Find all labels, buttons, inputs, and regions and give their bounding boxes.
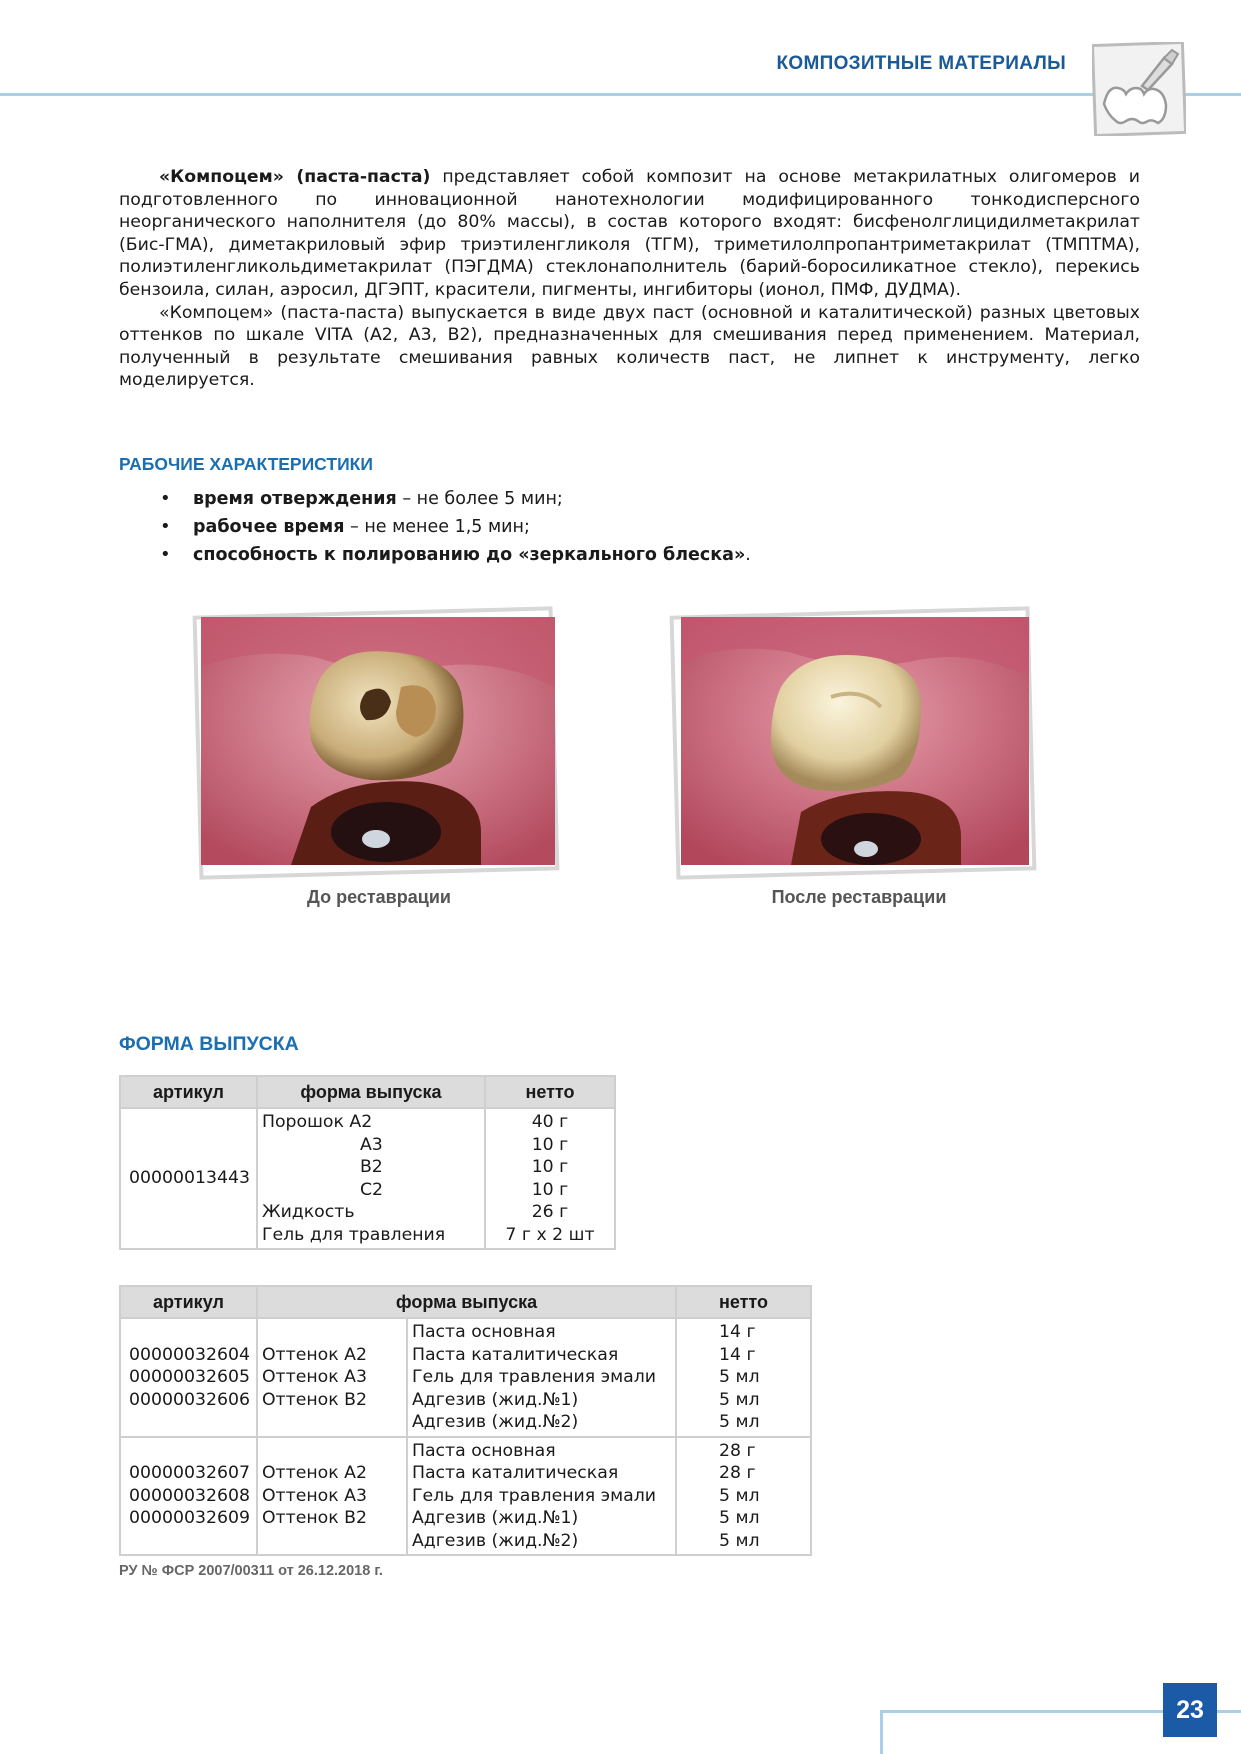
shade-cell (257, 1318, 407, 1437)
form-cell (257, 1108, 485, 1249)
table-header: артикул (120, 1076, 257, 1108)
registration-number: РУ № ФСР 2007/00311 от 26.12.2018 г. (119, 1563, 383, 1579)
component-item: Паста основная (411, 1322, 556, 1342)
feature-value: . (745, 545, 751, 565)
article-item: 00000032605 (129, 1367, 250, 1387)
table-header: нетто (676, 1286, 811, 1318)
feature-label: рабочее время (193, 517, 345, 537)
component-item: Паста каталитическая (411, 1344, 619, 1365)
table-header: форма выпуска (257, 1286, 676, 1318)
component-item: Гель для травления эмали (411, 1367, 657, 1387)
header-rule (0, 93, 1241, 96)
netto-cell (676, 1318, 811, 1437)
netto-item: 14 г (719, 1344, 756, 1365)
release-table-2 (119, 1285, 812, 1556)
list-item (160, 541, 751, 569)
netto-item: 7 г х 2 шт (505, 1224, 595, 1245)
component-item: Гель для травления эмали (411, 1485, 657, 1506)
article-cell: 00000013443 (120, 1108, 257, 1249)
component-item: Адгезив (жид.№2) (411, 1530, 579, 1551)
product-name: «Компоцем» (паста-паста) (159, 167, 431, 187)
article-cell (120, 1318, 257, 1437)
teeth-syringe-icon (1092, 42, 1186, 136)
form-item: B2 (359, 1157, 383, 1177)
table-row (120, 1108, 615, 1249)
feature-label: время отверждения (193, 489, 397, 509)
after-restoration-photo (681, 617, 1035, 865)
list-item (160, 513, 751, 541)
netto-item: 10 г (531, 1179, 569, 1200)
form-item: Жидкость (261, 1202, 355, 1222)
netto-item: 5 мл (719, 1508, 760, 1528)
netto-cell (676, 1437, 811, 1556)
shade-item: Оттенок A3 (261, 1367, 367, 1387)
component-item: Паста основная (411, 1440, 556, 1461)
release-description: «Компоцем» (паста-паста) выпускается в виде двух паст (основной и каталитической) разных цветовых оттенков по шкале VITA (A2, A3, B2), предназначенных для смешивания перед применением. Материал, полученный в результате смешивания равных количеств паст, не липнет к инструменту, легко моделируется. (119, 302, 1140, 391)
section-header-title: КОМПОЗИТНЫЕ МАТЕРИАЛЫ (776, 53, 1066, 74)
form-item: Порошок A2 (261, 1112, 373, 1132)
feature-value: – не более 5 мин; (396, 489, 563, 509)
table-header: форма выпуска (257, 1076, 485, 1108)
table-row (120, 1318, 811, 1437)
netto-item: 5 мл (719, 1412, 760, 1432)
features-title: РАБОЧИЕ ХАРАКТЕРИСТИКИ (119, 454, 373, 474)
netto-item: 5 мл (719, 1367, 760, 1387)
table-row (120, 1437, 811, 1556)
before-caption: До реставрации (307, 887, 451, 907)
component-item: Паста каталитическая (411, 1463, 619, 1483)
component-item: Адгезив (жид.№1) (411, 1508, 579, 1528)
feature-label: способность к полированию до «зеркального блеска» (193, 545, 746, 565)
feature-value: – не менее 1,5 мин; (344, 517, 530, 537)
shade-item: Оттенок A3 (261, 1485, 367, 1506)
netto-item: 26 г (531, 1202, 569, 1222)
list-item (160, 485, 751, 513)
shade-item: Оттенок A2 (261, 1463, 367, 1483)
article-item: 00000032607 (129, 1463, 250, 1483)
features-list (160, 485, 751, 569)
shade-cell (257, 1437, 407, 1556)
table-header: артикул (120, 1286, 257, 1318)
component-item: Адгезив (жид.№2) (411, 1412, 579, 1432)
netto-item: 5 мл (719, 1485, 760, 1506)
shade-item: Оттенок A2 (261, 1344, 367, 1365)
after-caption: После реставрации (771, 887, 947, 907)
netto-item: 10 г (531, 1157, 569, 1177)
release-table-1 (119, 1075, 616, 1250)
article-item: 00000032608 (129, 1485, 250, 1506)
table-header: нетто (485, 1076, 615, 1108)
form-item: A3 (359, 1134, 383, 1155)
article-item: 00000032609 (129, 1508, 250, 1528)
netto-item: 40 г (531, 1112, 569, 1132)
article-cell (120, 1437, 257, 1556)
footer-rule-vertical (880, 1710, 883, 1754)
description-text: представляет собой композит на основе метакрилатных олигомеров и подготовленного по инновационной нанотехнологии модифицированного тонкодисперсного неорганического наполнителя (до 80% массы), в состав которого входят: бисфенолглицидилметакрилат (Бис-ГМА), диметакриловый эфир триэтиленгликоля (ТГМ), триметилолпропантриметакрилат (ТМПТМА), полиэтиленгликольдиметакрилат (ПЭГДМА) стеклонаполнитель (барий-боросиликатное стекло), перекись бензоила, силан, аэросил, ДГЭПТ, красители, пигменты, ингибиторы (ионол, ПМФ, ДУДМА). (119, 167, 1140, 300)
article-item: 00000032604 (129, 1344, 250, 1365)
component-cell (407, 1318, 676, 1437)
form-item: C2 (359, 1179, 384, 1200)
component-item: Адгезив (жид.№1) (411, 1389, 579, 1410)
netto-item: 10 г (531, 1134, 569, 1155)
product-description (119, 166, 1140, 392)
release-form-title: ФОРМА ВЫПУСКА (119, 1033, 299, 1055)
page-number: 23 (1163, 1683, 1217, 1737)
shade-item: Оттенок B2 (261, 1389, 367, 1410)
netto-item: 14 г (719, 1322, 756, 1342)
form-item: Гель для травления (261, 1224, 446, 1245)
netto-item: 5 мл (719, 1389, 760, 1410)
netto-cell (485, 1108, 615, 1249)
article-item: 00000032606 (129, 1389, 250, 1410)
before-restoration-photo (201, 617, 555, 865)
netto-item: 28 г (719, 1440, 756, 1461)
component-cell (407, 1437, 676, 1556)
shade-item: Оттенок B2 (261, 1508, 367, 1528)
netto-item: 5 мл (719, 1530, 760, 1551)
netto-item: 28 г (719, 1463, 756, 1483)
